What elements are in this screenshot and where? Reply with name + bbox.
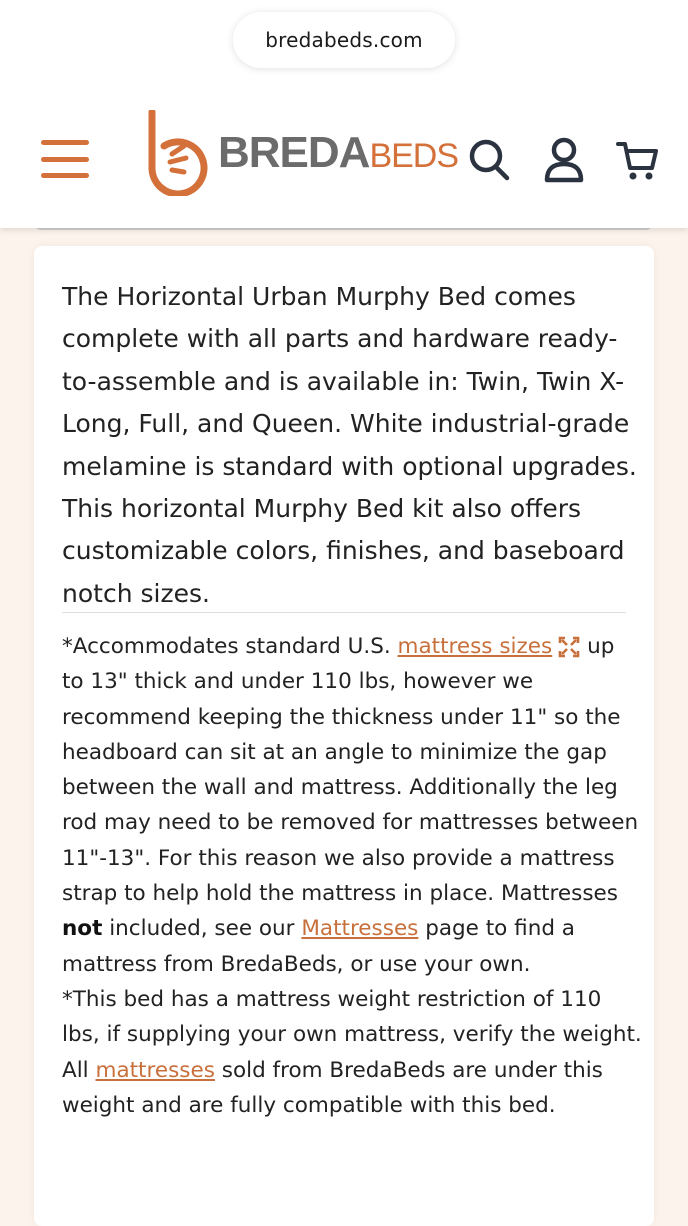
mattresses-link[interactable]: mattresses: [95, 1057, 215, 1083]
menu-icon[interactable]: [41, 140, 89, 178]
note2-text-a: *This bed has a mattress weight restriction of 110 lbs, if supplying your own mattress, verify the weight. All: [62, 986, 642, 1083]
account-icon[interactable]: [542, 136, 586, 184]
logo-beds: BEDS: [369, 137, 459, 175]
cart-icon[interactable]: [616, 136, 660, 184]
mattress-notes: [62, 629, 642, 1123]
note2-text-b: sold from BredaBeds are under this weight and are fully compatible with this bed.: [62, 1057, 603, 1118]
site-header: [0, 0, 688, 228]
mattress-sizes-link[interactable]: mattress sizes: [397, 634, 553, 659]
url-bar[interactable]: [233, 12, 455, 68]
product-description: The Horizontal Urban Murphy Bed comes complete with all parts and hardware ready-to-assemble and is available in: Twin, Twin X-Long, Full, and Queen. White industrial-grade melamine is standard with optional upgrades. This horizontal Murphy Bed kit also offers customizable colors, finishes, and baseboard notch sizes.: [62, 282, 637, 608]
note1-bold: not: [62, 916, 103, 942]
logo-wordmark: [218, 128, 458, 178]
expand-icon[interactable]: [558, 636, 580, 658]
mattresses-page-link[interactable]: Mattresses: [301, 916, 419, 942]
logo-breda: BREDA: [218, 128, 370, 177]
search-icon[interactable]: [467, 136, 511, 184]
note1-text-a: *Accommodates standard U.S.: [62, 634, 398, 659]
site-logo[interactable]: [142, 108, 459, 198]
url-text: bredabeds.com: [265, 28, 423, 52]
note1-text-b: up to 13" thick and under 110 lbs, however we recommend keeping the thickness under 11" so the headboard can sit at an angle to minimize the gap between the wall and mattress. Additionally the leg rod may need to be removed for mattresses between 11"-13". For this reason we also provide a mattress strap to help hold the mattress in place. Mattresses: [62, 634, 639, 907]
note1-text-d: page to find a mattress from BredaBeds, or use your own.: [62, 916, 575, 977]
note1-text-c: included, see our: [102, 916, 302, 942]
divider: [62, 612, 626, 613]
logo-mark-icon: [142, 110, 212, 196]
